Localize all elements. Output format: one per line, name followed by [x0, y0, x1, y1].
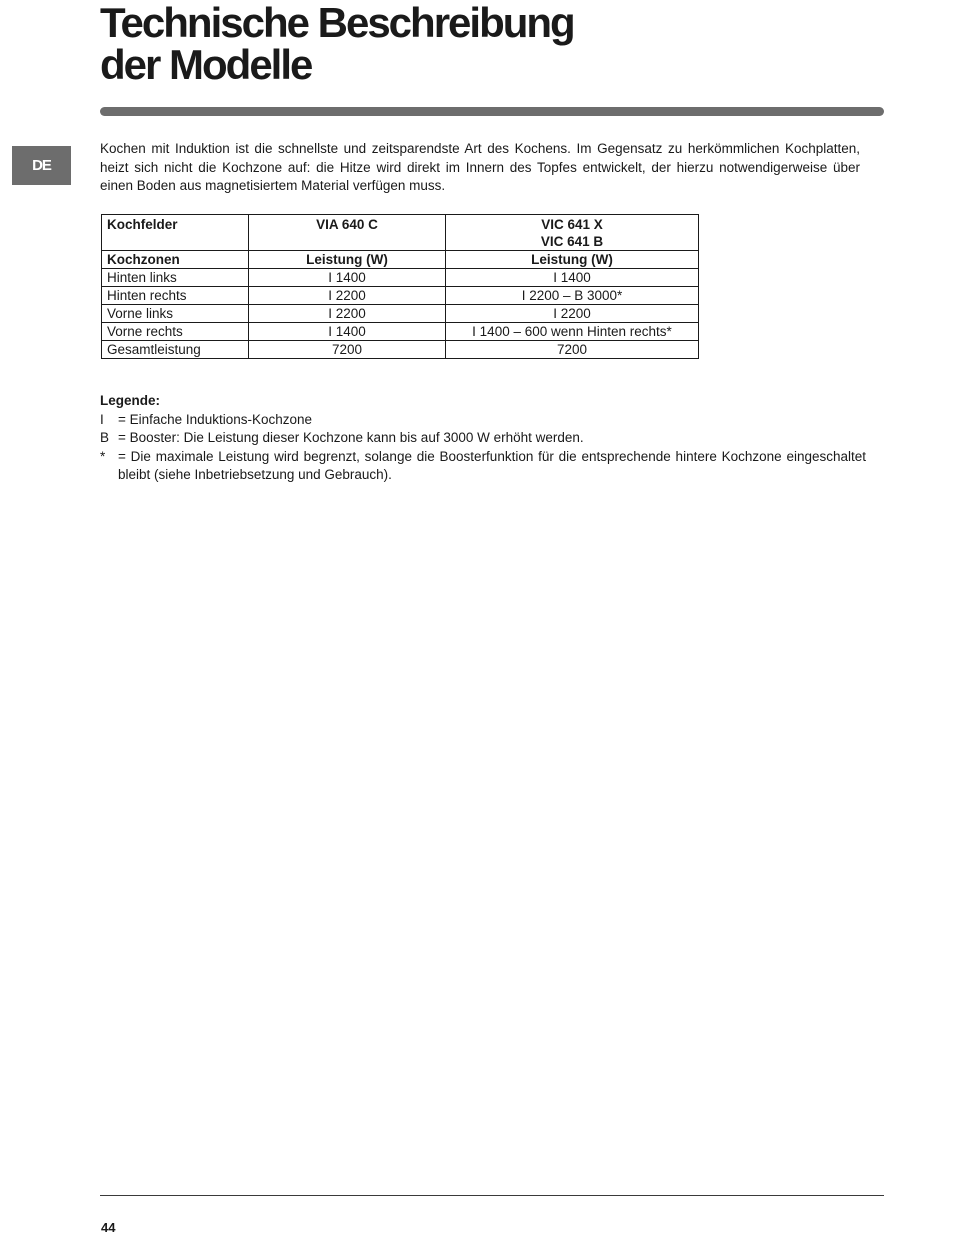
legend-text: = Einfache Induktions-Kochzone: [118, 411, 313, 427]
model-2b-label: VIC 641 B: [540, 234, 604, 249]
zone-cell: Vorne links: [102, 305, 249, 323]
via-power-cell: 7200: [249, 341, 446, 359]
vic-power-cell: I 2200: [446, 305, 699, 323]
legend-item: [100, 429, 866, 448]
intro-paragraph: Kochen mit Induktion ist die schnellste und zeitsparendste Art des Kochens. Im Gegensatz zu herkömmlichen Kochplatten, heizt sich nicht die Kochzone auf: die Hitze wird direkt im Innern des Topfes entwickelt, der hierzu notwendigerweise über einen Boden aus magnetisiertem Material verfügen muss.: [100, 141, 860, 193]
title-divider: [100, 107, 884, 116]
via-power-cell: I 2200: [249, 305, 446, 323]
legend-key: I: [100, 411, 104, 427]
page-title: [100, 2, 574, 86]
vic-power-cell: I 2200 – B 3000*: [446, 287, 699, 305]
header-cell-power-1: Leistung (W): [249, 251, 446, 269]
language-tab: DE: [12, 146, 71, 185]
via-power-cell: I 2200: [249, 287, 446, 305]
zone-cell: Hinten links: [102, 269, 249, 287]
vic-power-cell: 7200: [446, 341, 699, 359]
page-title-line-2: der Modelle: [100, 41, 312, 88]
header-cell-kochzonen: Kochzonen: [102, 251, 249, 269]
legend-item: [100, 448, 866, 485]
legend-text: = Booster: Die Leistung dieser Kochzone kann bis auf 3000 W erhöht werden.: [118, 430, 584, 445]
header-cell-model-2: [446, 215, 699, 251]
zone-cell: Hinten rechts: [102, 287, 249, 305]
legend-key: B: [100, 430, 110, 445]
header-cell-model-1: VIA 640 C: [249, 215, 446, 251]
vic-power-cell: I 1400: [446, 269, 699, 287]
table-row: [102, 287, 699, 305]
table-header-models: [102, 215, 699, 251]
via-power-cell: I 1400: [249, 323, 446, 341]
table-header-power: [102, 251, 699, 269]
model-2a-label: VIC 641 X: [541, 217, 603, 232]
legend-title: Legende:: [100, 393, 161, 408]
table-row: [102, 341, 699, 359]
zone-cell: Vorne rechts: [102, 323, 249, 341]
table-row: [102, 323, 699, 341]
header-cell-power-2: Leistung (W): [446, 251, 699, 269]
table-row: [102, 305, 699, 323]
legend-item: [100, 411, 866, 430]
page-title-line-1: Technische Beschreibung: [100, 0, 574, 46]
table-row: [102, 269, 699, 287]
vic-power-cell: I 1400 – 600 wenn Hinten rechts*: [446, 323, 699, 341]
legend-key: *: [100, 448, 106, 464]
legend-text: = Die maximale Leistung wird begrenzt, solange die Boosterfunktion für die entsprechende hintere Kochzone eingeschaltet bleibt (siehe Inbetriebsetzung und Gebrauch).: [118, 448, 866, 482]
footer-divider: [100, 1195, 884, 1196]
zone-cell: Gesamtleistung: [102, 341, 249, 359]
legend: [100, 392, 866, 485]
header-cell-kochfelder: Kochfelder: [102, 215, 249, 251]
specs-table: [101, 214, 699, 359]
page-number: 44: [101, 1220, 116, 1235]
via-power-cell: I 1400: [249, 269, 446, 287]
